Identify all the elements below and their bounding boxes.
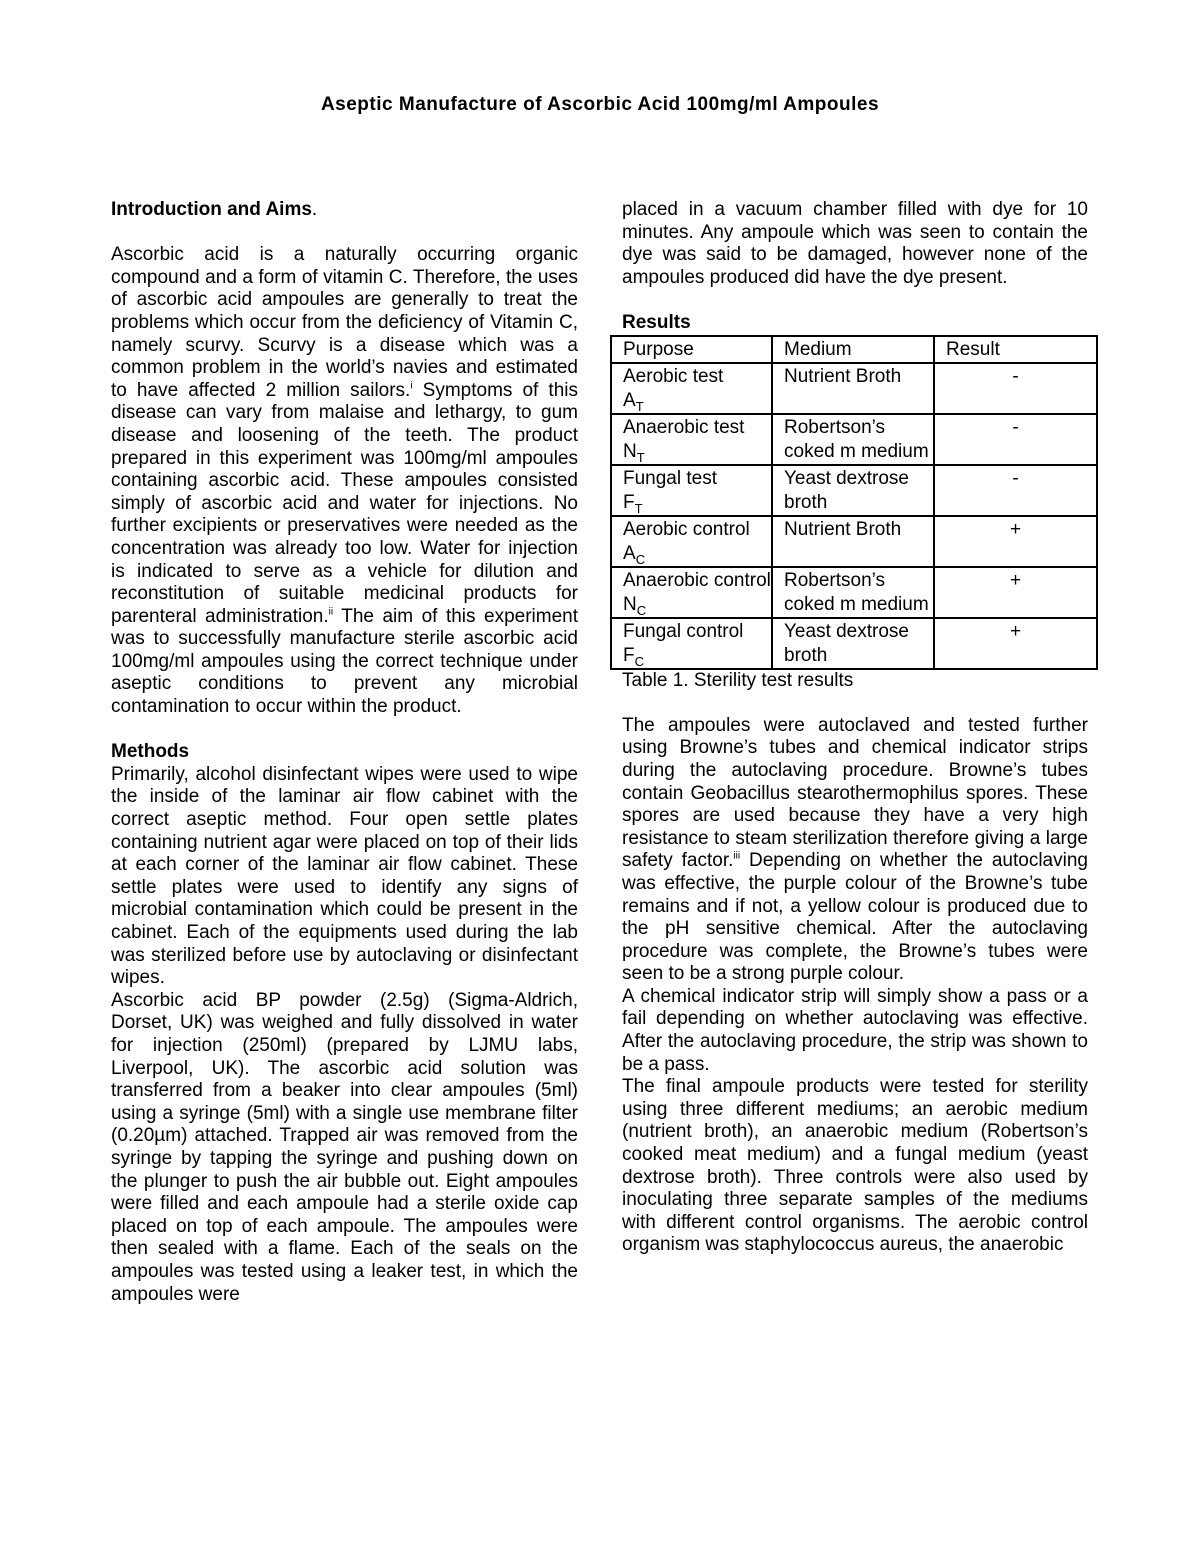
table-row [611, 414, 1097, 465]
result-cell: + [934, 567, 1097, 618]
results-paragraph-1: The ampoules were autoclaved and tested further using Browne’s tubes and chemical indicator strips during the autoclaving procedure. Browne’s tubes contain Geobacillus stearothermophilus spores. These spores are used because they have a very high resistance to steam sterilization therefore giving a large safety factor.$^{iii}$ Depending on whether the autoclaving was effective, the purple colour of the Browne’s tube remains and if not, a yellow colour is produced due to the pH sensitive chemical. After the autoclaving procedure was complete, the Browne’s tubes were seen to be a strong purple colour. [622, 714, 1088, 985]
table-header-cell: Medium [772, 336, 934, 363]
result-cell: + [934, 516, 1097, 567]
footnote-ref-iii: iii [733, 850, 741, 862]
purpose-cell: Anaerobic test $N_T$ [611, 414, 772, 465]
footnote-ref-i: i [410, 380, 413, 392]
table-row [611, 567, 1097, 618]
result-cell: + [934, 618, 1097, 669]
methods-paragraph-1: Primarily, alcohol disinfectant wipes were used to wipe the inside of the laminar air flow cabinet with the correct aseptic method. Four open settle plates containing nutrient agar were placed on top of their lids at each corner of the laminar air flow cabinet. These settle plates were used to identify any signs of microbial contamination which could be present in the cabinet. Each of the equipments used during the lab was sterilized before use by autoclaving or disinfectant wipes. [111, 763, 578, 989]
result-cell: - [934, 465, 1097, 516]
table-header-cell: Result [934, 336, 1097, 363]
medium-cell: Yeast dextrose broth [772, 465, 934, 516]
purpose-cell: Anaerobic control $N_C$ [611, 567, 772, 618]
sterility-results-table [610, 335, 1098, 670]
medium-cell: Yeast dextrose broth [772, 618, 934, 669]
table-row [611, 363, 1097, 414]
purpose-cell: Fungal control $F_C$ [611, 618, 772, 669]
table-caption: Table 1. Sterility test results [622, 669, 854, 691]
purpose-cell: Aerobic control $A_C$ [611, 516, 772, 567]
table-row [611, 516, 1097, 567]
medium-cell: Robertson’s coked m medium [772, 567, 934, 618]
medium-cell: Robertson’s coked m medium [772, 414, 934, 465]
methods-paragraph-2: Ascorbic acid BP powder (2.5g) (Sigma-Aldrich, Dorset, UK) was weighed and fully dissolved in water for injection (250ml) (prepared by LJMU labs, Liverpool, UK). The ascorbic acid solution was transferred from a beaker into clear ampoules (5ml) using a syringe (5ml) with a single use membrane filter (0.20µm) attached. Trapped air was removed from the syringe by tapping the syringe and pushing down on the plunger to push the air bubble out. Eight ampoules were filled and each ampoule had a sterile oxide cap placed on top of each ampoule. The ampoules were then sealed with a flame. Each of the seals on the ampoules was tested using a leaker test, in which the ampoules were [111, 989, 578, 1305]
table-header-cell: Purpose [611, 336, 772, 363]
document-title: Aseptic Manufacture of Ascorbic Acid 100mg/ml Ampoules [320, 94, 880, 115]
intro-heading: Introduction and Aims. [111, 199, 318, 220]
result-cell: - [934, 363, 1097, 414]
results-paragraph-2: A chemical indicator strip will simply show a pass or a fail depending on whether autoclaving was effective. After the autoclaving procedure, the strip was shown to be a pass. [622, 985, 1088, 1075]
methods-paragraph-continued: placed in a vacuum chamber filled with dye for 10 minutes. Any ampoule which was seen to contain the dye was said to be damaged, however none of the ampoules produced did have the dye present. [622, 199, 1088, 288]
table-row [611, 465, 1097, 516]
purpose-cell: Fungal test $F_T$ [611, 465, 772, 516]
result-cell: - [934, 414, 1097, 465]
left-column [111, 199, 578, 1306]
intro-paragraph: Ascorbic acid is a naturally occurring organic compound and a form of vitamin C. Therefore, the uses of ascorbic acid ampoules are generally to treat the problems which occur from the deficiency of Vitamin C, namely scurvy. Scurvy is a disease which was a common problem in the world’s navies and estimated to have affected 2 million sailors.$^i$ Symptoms of this disease can vary from malaise and lethargy, to gum disease and loosening of the teeth. The product prepared in this experiment was 100mg/ml ampoules containing ascorbic acid. These ampoules consisted simply of ascorbic acid and water for injections. No further excipients or preservatives were needed as the concentration was already too low. Water for injection is indicated to serve as a vehicle for dilution and reconstitution of suitable medicinal products for parenteral administration.$^{ii}$ The aim of this experiment was to successfully manufacture sterile ascorbic acid 100mg/ml ampoules using the correct technique under aseptic conditions to prevent any microbial contamination to occur within the product. [111, 244, 579, 718]
right-column [622, 199, 1088, 1257]
medium-cell: Nutrient Broth [772, 363, 934, 414]
results-heading: Results [622, 311, 691, 333]
methods-heading: Methods [111, 741, 190, 763]
purpose-cell: Aerobic test $A_T$ [611, 363, 772, 414]
table-header-row [611, 336, 1097, 363]
table-row [611, 618, 1097, 669]
footnote-ref-ii: ii [328, 606, 334, 618]
medium-cell: Nutrient Broth [772, 516, 934, 567]
results-paragraph-3: The final ampoule products were tested for sterility using three different mediums; an aerobic medium (nutrient broth), an anaerobic medium (Robertson’s cooked meat medium) and a fungal medium (yeast dextrose broth). Three controls were also used by inoculating three separate samples of the mediums with different control organisms. The aerobic control organism was staphylococcus aureus, the anaerobic [622, 1076, 1088, 1256]
